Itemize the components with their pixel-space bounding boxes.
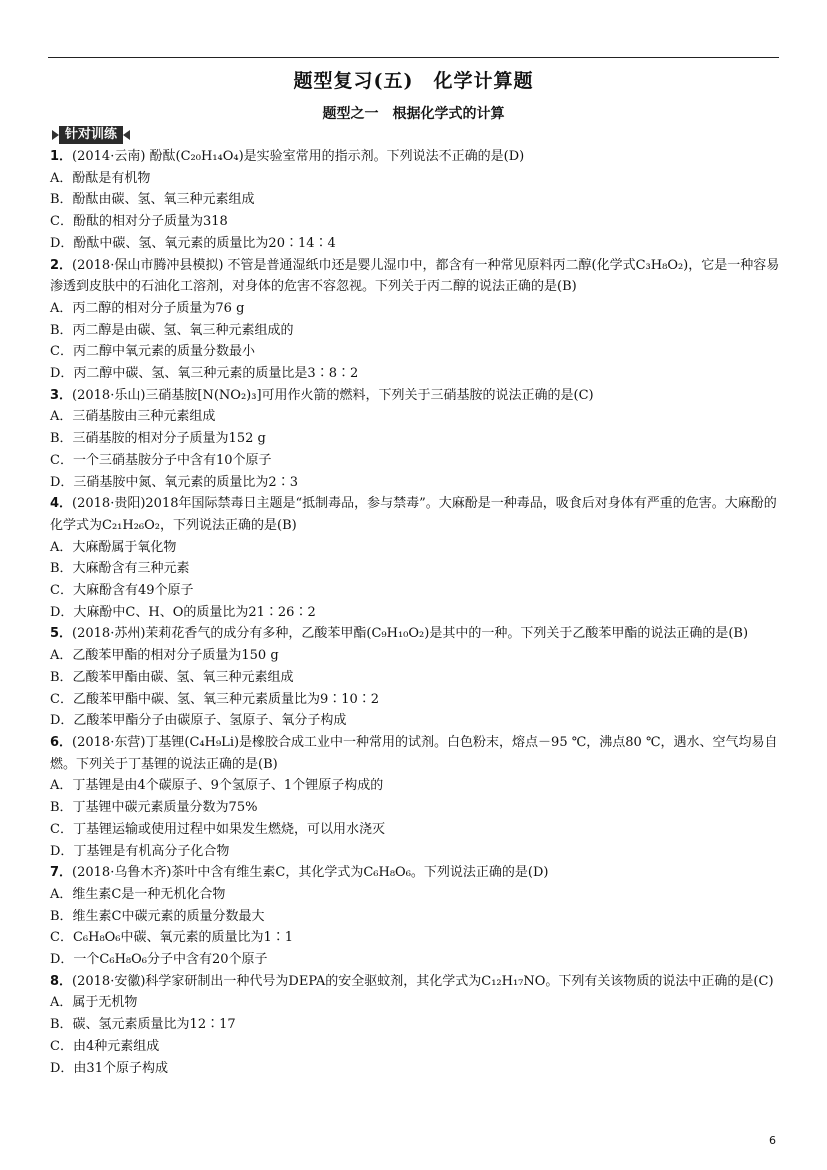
option-a: A．丁基锂是由4个碳原子、9个氢原子、1个锂原子构成的 [50,778,384,794]
page-number: 6 [769,1134,776,1147]
question-1 [50,146,780,255]
question-number: 2． [50,257,73,273]
question-5 [50,623,780,732]
option-b: B．维生素C中碳元素的质量分数最大 [50,908,265,924]
question-stem: (2018·贵阳)2018年国际禁毒日主题是“抵制毒品，参与禁毒”。大麻酚是一种毒品，吸食后对身体有严重的危害。大麻酚的化学式为C₂₁H₂₆O₂，下列说法正确的是(B) [50,496,777,533]
question-6 [50,732,780,862]
question-4 [50,493,780,623]
question-stem: (2018·乐山)三硝基胺[N(NO₂)₃]可用作火箭的燃料，下列关于三硝基胺的说法正确的是(C) [72,387,594,403]
option-c: C．酚酞的相对分子质量为318 [50,214,228,230]
question-number: 5． [50,626,73,642]
option-d: D．三硝基胺中氮、氧元素的质量比为2∶3 [50,474,298,490]
option-a: A．大麻酚属于氧化物 [50,539,177,555]
option-c: C．C₆H₈O₆中碳、氧元素的质量比为1∶1 [50,930,294,946]
option-d: D．丙二醇中碳、氢、氧三种元素的质量比是3∶8∶2 [50,366,359,382]
page-title: 题型复习(五) 化学计算题 [293,70,534,92]
option-c: C．乙酸苯甲酯中碳、氢、氧三种元素质量比为9∶10∶2 [50,691,380,707]
option-d: D．丁基锂是有机高分子化合物 [50,843,230,859]
option-a: A．三硝基胺由三种元素组成 [50,409,216,425]
question-stem: (2014·云南) 酚酞(C₂₀H₁₄O₄)是实验室常用的指示剂。下列说法不正确的是(D) [72,149,525,164]
question-2 [50,255,780,385]
option-c: C．丙二醇中氧元素的质量分数最小 [50,344,255,360]
option-c: C．大麻酚含有49个原子 [50,583,194,599]
question-stem: (2018·苏州)茉莉花香气的成分有多种，乙酸苯甲酯(C₉H₁₀O₂)是其中的一种。下列关于乙酸苯甲酯的说法正确的是(B) [72,626,749,642]
option-b: B．三硝基胺的相对分子质量为152 g [50,431,266,447]
triangle-left-icon [123,130,130,140]
question-stem: (2018·保山市腾冲县模拟) 不管是普通湿纸巾还是婴儿湿巾中，都含有一种常见原料丙二醇(化学式C₃H₈O₂)，它是一种容易渗透到皮肤中的石油化工溶剂，对身体的危害不容忽视。下列关于丙二醇的说法正确的是(B) [50,257,780,295]
option-d: D．乙酸苯甲酯分子由碳原子、氢原子、氧分子构成 [50,713,347,729]
triangle-right-icon [52,130,59,140]
question-number: 3． [50,387,73,403]
question-list [50,146,780,1079]
question-8 [50,971,780,1080]
option-c: C．由4种元素组成 [50,1038,160,1054]
option-a: A．丙二醇的相对分子质量为76 g [50,300,245,316]
practice-tag-label: 针对训练 [59,126,123,144]
option-b: B．丁基锂中碳元素质量分数为75% [50,800,258,816]
option-b: B．酚酞由碳、氢、氧三种元素组成 [50,192,255,208]
option-d: D．大麻酚中C、H、O的质量比为21∶26∶2 [50,604,316,620]
question-stem: (2018·乌鲁木齐)茶叶中含有维生素C，其化学式为C₆H₈O₆。下列说法正确的是(D) [72,865,549,881]
option-c: C．一个三硝基胺分子中含有10个原子 [50,452,272,468]
option-d: D．一个C₆H₈O₆分子中含有20个原子 [50,952,268,968]
option-b: B．丙二醇是由碳、氢、氧三种元素组成的 [50,322,294,338]
option-d: D．由31个原子构成 [50,1060,168,1076]
question-number: 8． [50,973,73,989]
option-d: D．酚酞中碳、氢、氧元素的质量比为20∶14∶4 [50,235,336,251]
question-3 [50,385,780,494]
question-number: 1． [50,149,73,164]
question-number: 6． [50,734,73,750]
question-number: 4． [50,496,73,512]
question-stem: (2018·东营)丁基锂(C₄H₉Li)是橡胶合成工业中一种常用的试剂。白色粉末，熔点－95 ℃，沸点80 ℃，遇水、空气均易自燃。下列关于丁基锂的说法正确的是(B) [50,734,778,772]
question-stem: (2018·安徽)科学家研制出一种代号为DEPA的安全驱蚊剂，其化学式为C₁₂H₁₇NO。下列有关该物质的说法中正确的是(C) [72,973,774,989]
option-b: B．乙酸苯甲酯由碳、氢、氧三种元素组成 [50,669,294,685]
option-c: C．丁基锂运输或使用过程中如果发生燃烧，可以用水浇灭 [50,821,385,837]
option-b: B．碳、氢元素质量比为12∶17 [50,1017,236,1033]
practice-tag [50,126,132,144]
option-a: A．维生素C是一种无机化合物 [50,886,226,902]
header-rule [48,57,779,58]
option-a: A．酚酞是有机物 [50,170,151,186]
section-subtitle: 题型之一 根据化学式的计算 [322,106,505,122]
question-7 [50,862,780,971]
option-a: A．属于无机物 [50,995,138,1011]
question-number: 7． [50,865,73,881]
option-b: B．大麻酚含有三种元素 [50,561,190,577]
option-a: A．乙酸苯甲酯的相对分子质量为150 g [50,648,279,664]
